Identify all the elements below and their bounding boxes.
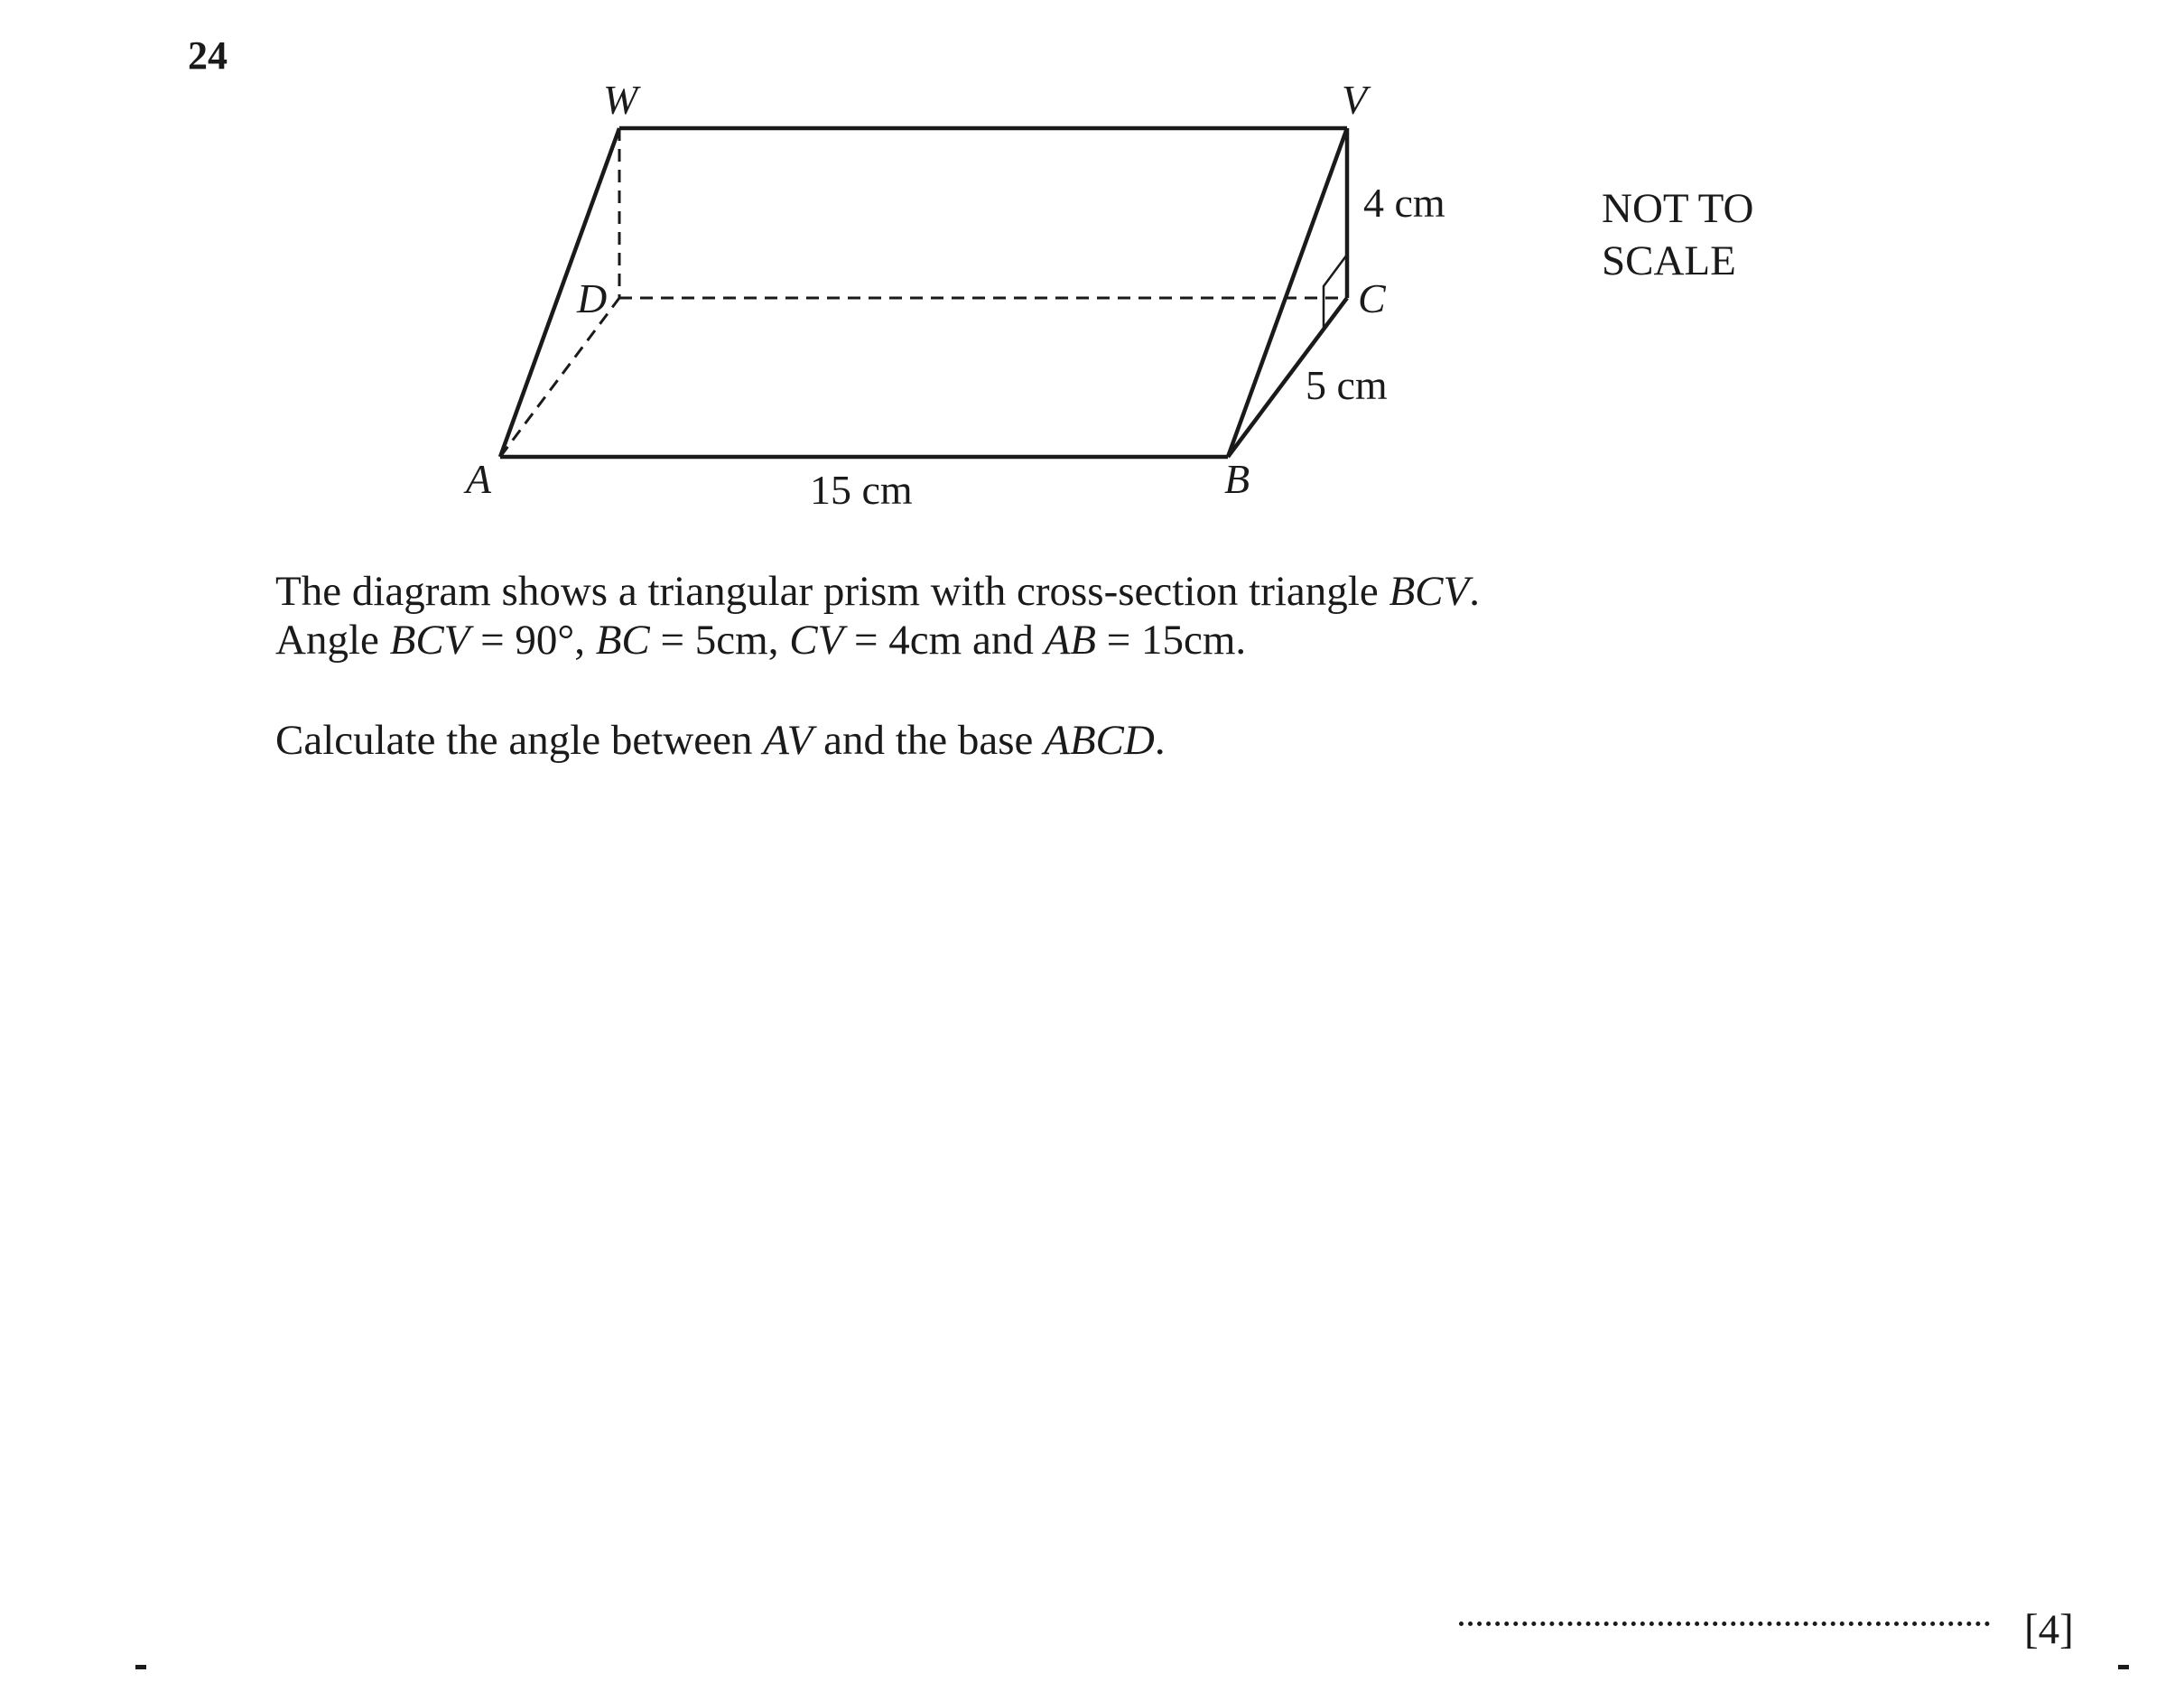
visible-edges — [500, 128, 1347, 457]
vertex-label-b: B — [1224, 456, 1250, 502]
vertex-label-d: D — [577, 275, 608, 321]
page-margin-mark-right — [2118, 1665, 2129, 1669]
measure-cv: 4 cm — [1363, 180, 1445, 226]
text-segment: = 90°, — [469, 617, 596, 664]
vertex-label-v: V — [1342, 77, 1368, 123]
right-angle-marker — [1324, 255, 1347, 330]
text-segment: Calculate the angle between — [275, 717, 764, 764]
answer-line[interactable] — [1459, 1622, 1990, 1626]
page-margin-mark-left — [135, 1665, 146, 1669]
text-segment: Angle — [275, 617, 390, 664]
math-var: AB — [1044, 617, 1096, 664]
math-var: BC — [595, 617, 650, 664]
edge-ad — [500, 298, 619, 457]
marks-label: [4] — [2024, 1606, 2074, 1653]
question-number: 24 — [188, 33, 228, 78]
vertex-label-w: W — [603, 77, 638, 123]
text-segment: = 4cm and — [843, 617, 1045, 664]
text-segment: . — [1154, 717, 1166, 764]
text-segment: . — [1469, 568, 1480, 615]
math-var: CV — [789, 617, 844, 664]
measure-ab: 15 cm — [810, 467, 913, 513]
text-segment: and the base — [813, 717, 1045, 764]
math-var: BCV — [389, 617, 470, 664]
math-var: AV — [763, 717, 813, 764]
text-segment: = 5cm, — [649, 617, 790, 664]
not-to-scale-note: NOT TO SCALE — [1602, 185, 1754, 284]
question-text-line-2 — [275, 616, 1246, 664]
vertex-label-c: C — [1358, 275, 1386, 321]
math-var: ABCD — [1044, 717, 1155, 764]
text-segment: = 15cm. — [1096, 617, 1247, 664]
measure-bc: 5 cm — [1306, 362, 1388, 408]
question-text-line-1 — [275, 567, 1480, 616]
hidden-edges — [500, 128, 1347, 457]
question-instruction — [275, 716, 1166, 765]
text-segment: The diagram shows a triangular prism with cross-section triangle — [275, 568, 1389, 615]
vertex-label-a: A — [466, 456, 492, 502]
math-var: BCV — [1389, 568, 1470, 615]
